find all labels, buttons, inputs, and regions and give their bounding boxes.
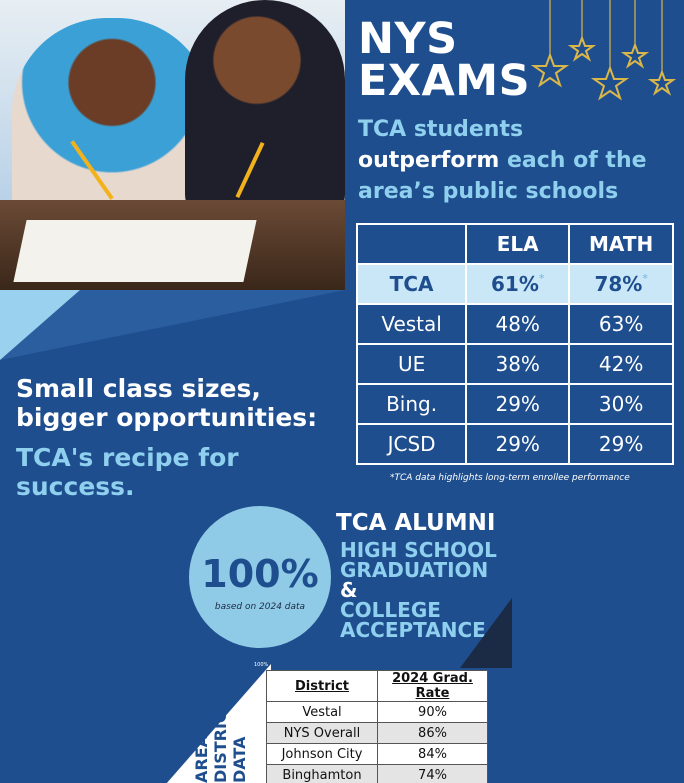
title-line2: EXAMS [358,56,531,106]
math-value: 78% [594,272,643,296]
table-row [267,765,488,783]
column-header [357,224,466,264]
table-row [267,744,488,765]
math-cell: 29% [569,424,673,464]
page-title [358,14,531,106]
slogan-line4: success. [16,472,135,501]
area-label-line2: DISTRICT [211,700,230,783]
tiny-percent-label: 100% [254,662,269,668]
graduation-rate-table [266,670,488,783]
area-label-line3: DATA [230,736,249,783]
table-row [357,304,673,344]
column-header-rate: 2024 Grad. Rate [378,671,488,702]
column-header-ela: ELA [466,224,569,264]
table-row [357,264,673,304]
table-row [357,344,673,384]
alumni-line1b: GRADUATION [340,558,489,582]
subtitle-part1: TCA students [358,117,524,142]
school-cell: JCSD [357,424,466,464]
column-header-math: MATH [569,224,673,264]
table-row [267,723,488,744]
slogan-headline [16,374,317,432]
alumni-ampersand: & [340,578,358,602]
alumni-based-on: based on 2024 data [214,602,306,612]
star-icon [534,55,566,85]
column-header-district: District [267,671,378,702]
table-row [357,424,673,464]
asterisk-mark: * [538,272,545,285]
exam-results-table [356,223,674,465]
district-cell: NYS Overall [267,723,378,744]
rate-cell: 90% [378,702,488,723]
rate-cell: 86% [378,723,488,744]
table-header-row [357,224,673,264]
math-cell [569,264,673,304]
alumni-line2a: COLLEGE [340,598,441,622]
school-cell: Vestal [357,304,466,344]
school-cell: Bing. [357,384,466,424]
ela-cell: 29% [466,424,569,464]
ela-value: 61% [491,272,539,296]
slogan-line1: Small class sizes, [16,374,261,403]
students-photo [0,0,345,290]
star-icon [594,68,626,98]
area-label-line1: AREA [192,734,211,783]
exam-footnote: *TCA data highlights long-term enrollee performance [390,473,630,483]
district-cell: Johnson City [267,744,378,765]
alumni-percent: 100% [201,552,319,596]
math-cell: 42% [569,344,673,384]
alumni-title: TCA ALUMNI [336,510,496,536]
slogan-subline [16,443,239,501]
district-cell: Vestal [267,702,378,723]
alumni-line2b: ACCEPTANCE [340,618,486,642]
subtitle-part2: each of the area’s public schools [358,148,647,204]
ela-cell: 29% [466,384,569,424]
exam-subtitle [358,114,668,207]
star-icon [651,72,673,93]
slogan-line3: TCA's recipe for [16,443,239,472]
title-line1: NYS [358,14,458,64]
subtitle-emphasis: outperform [358,148,500,173]
alumni-graduation [340,540,497,580]
school-cell: UE [357,344,466,384]
table-row [267,702,488,723]
alumni-percent-circle [189,506,331,648]
rate-cell: 74% [378,765,488,783]
slogan-line2: bigger opportunities: [16,403,318,432]
math-cell: 30% [569,384,673,424]
math-cell: 63% [569,304,673,344]
ela-cell: 38% [466,344,569,384]
star-icon [571,38,593,59]
asterisk-mark: * [642,272,648,285]
photo-paper [13,220,256,282]
star-icon [624,45,646,66]
dark-wedge [460,598,512,668]
district-cell: Binghamton [267,765,378,783]
student-helper [185,0,345,215]
table-header-row [267,671,488,702]
photo-wedge-light [0,290,80,360]
school-cell: TCA [357,264,466,304]
area-district-label [192,663,249,783]
hanging-stars [530,0,680,110]
rate-cell: 84% [378,744,488,765]
table-row [357,384,673,424]
ela-cell [466,264,569,304]
alumni-line1a: HIGH SCHOOL [340,538,497,562]
ela-cell: 48% [466,304,569,344]
